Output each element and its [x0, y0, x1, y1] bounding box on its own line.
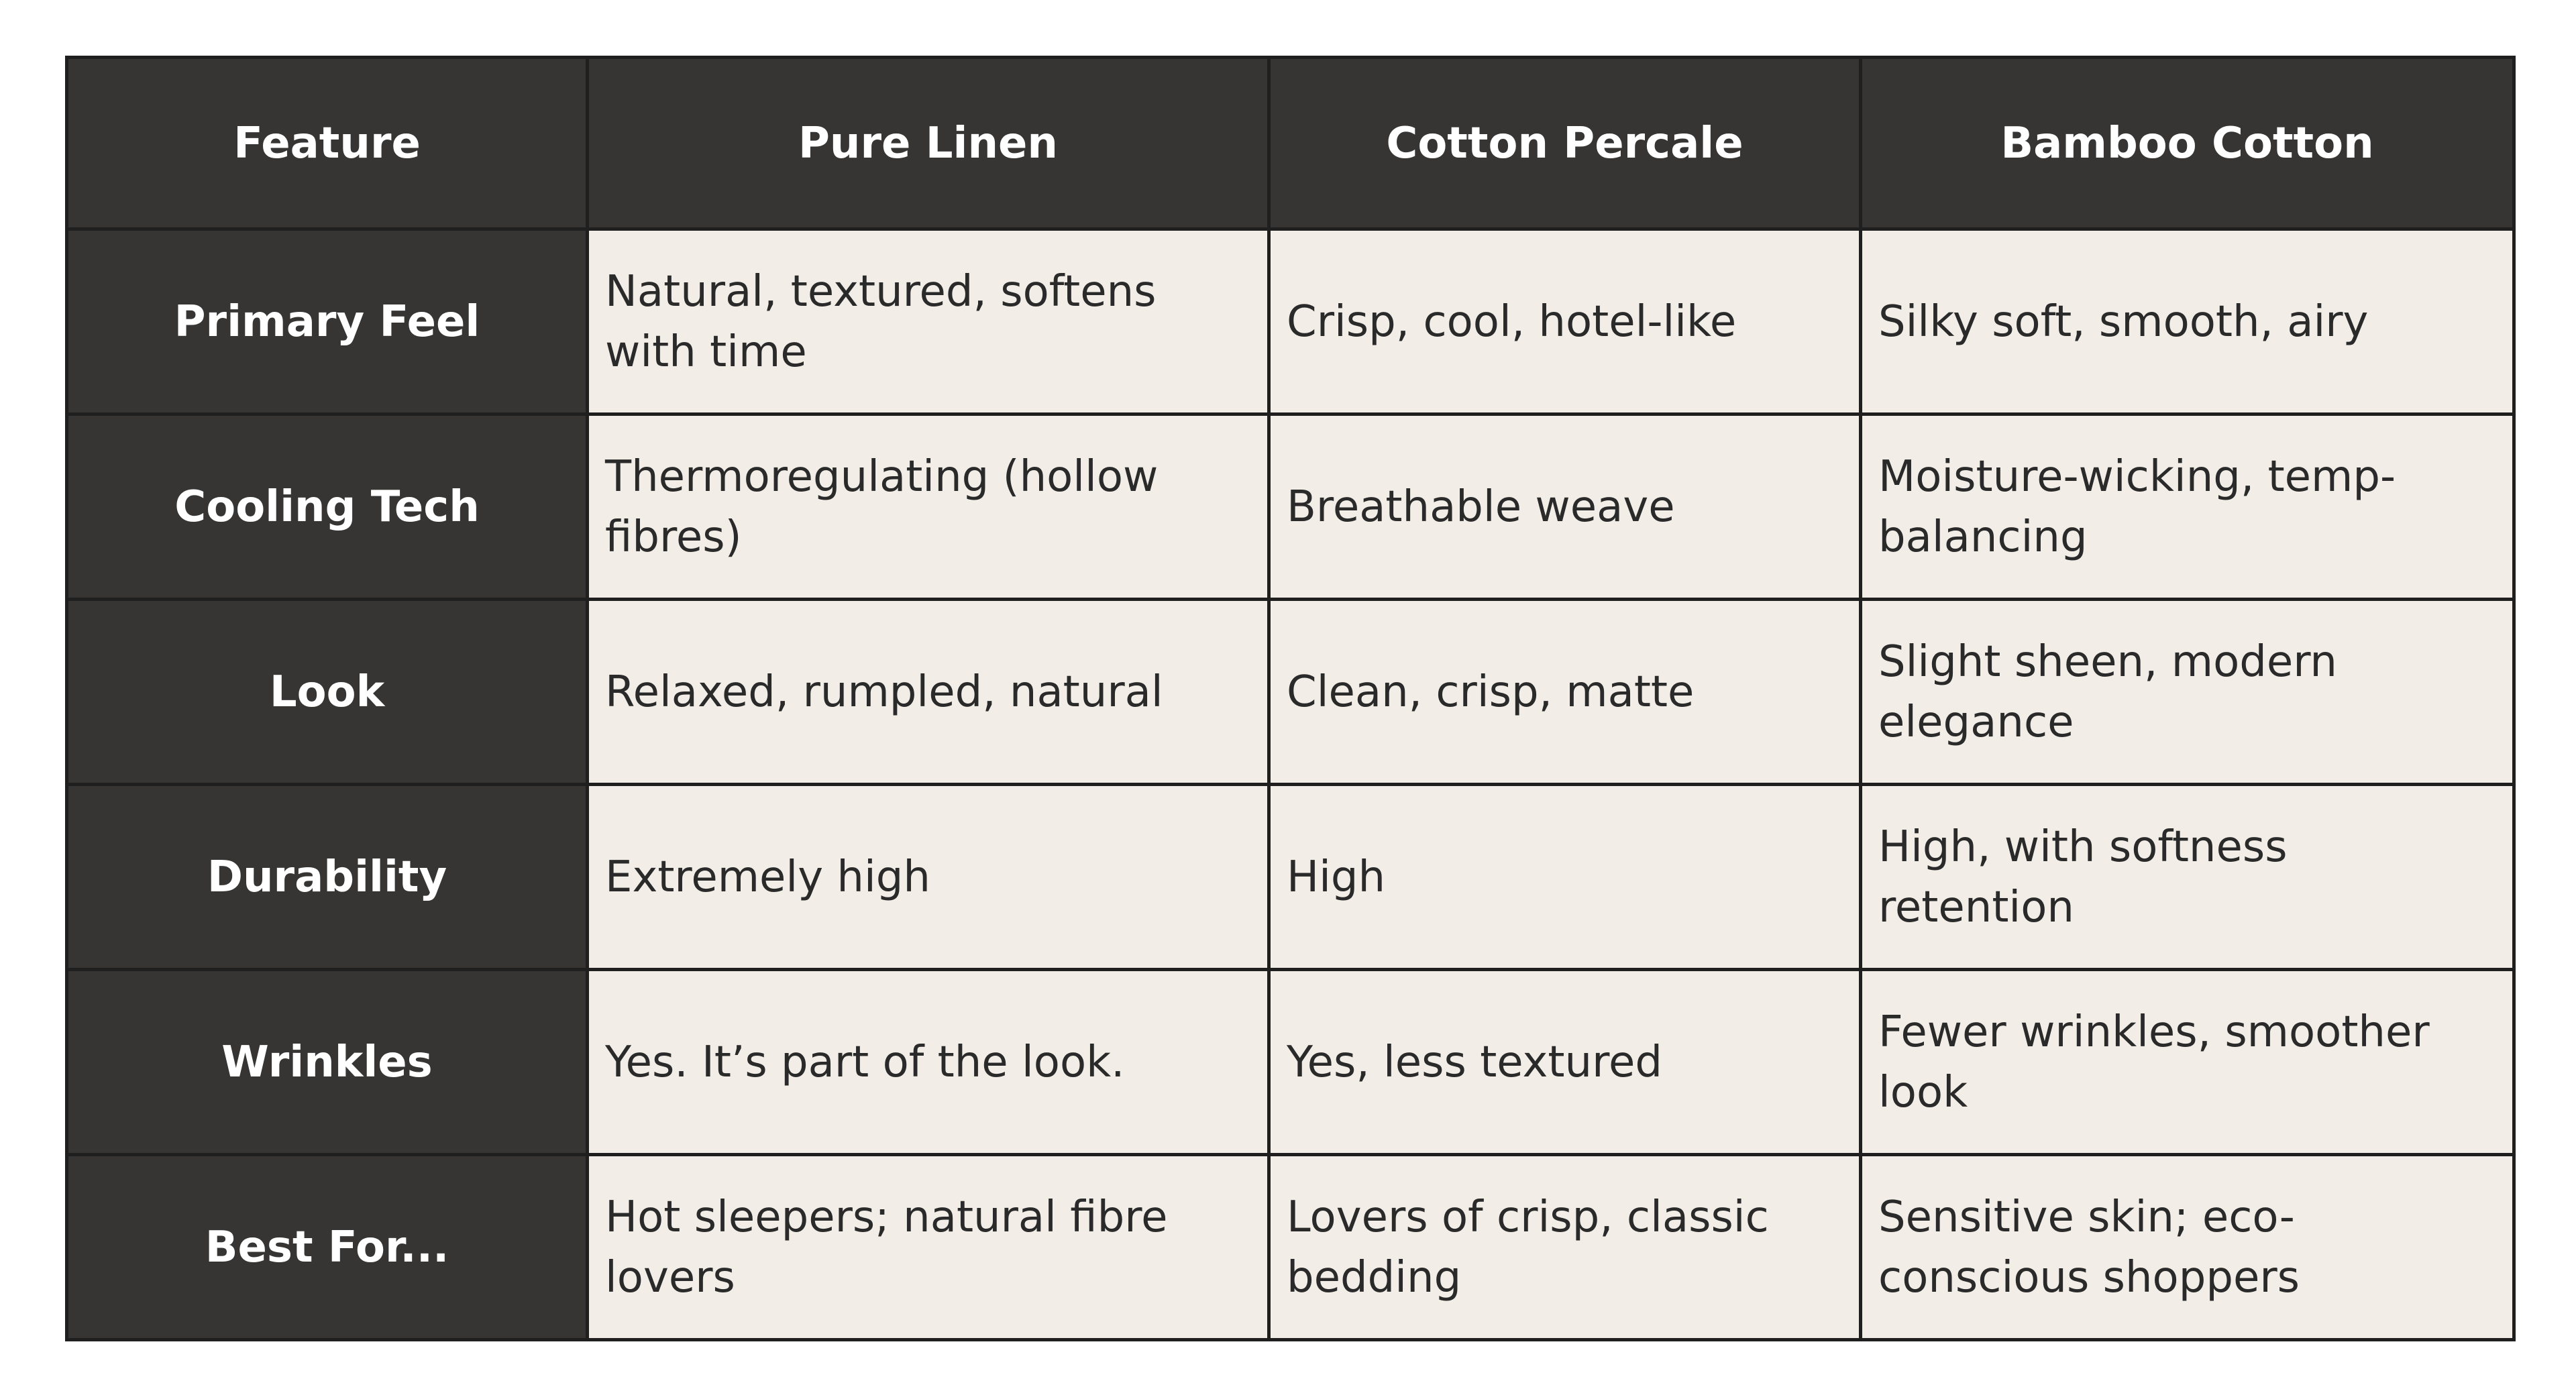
- table-cell: Hot sleepers; natural fibre lovers: [588, 1155, 1269, 1340]
- table-cell: Yes, less textured: [1269, 970, 1861, 1155]
- table-cell: Fewer wrinkles, smoother look: [1861, 970, 2514, 1155]
- table-cell: Silky soft, smooth, airy: [1861, 229, 2514, 414]
- table-cell: High, with softness retention: [1861, 785, 2514, 970]
- table-row: [67, 785, 2514, 970]
- column-header-pure-linen: Pure Linen: [588, 58, 1269, 229]
- table-cell: Breathable weave: [1269, 414, 1861, 600]
- table-cell: Clean, crisp, matte: [1269, 600, 1861, 785]
- comparison-table: [65, 56, 2516, 1341]
- column-header-cotton-percale: Cotton Percale: [1269, 58, 1861, 229]
- column-header-bamboo-cotton: Bamboo Cotton: [1861, 58, 2514, 229]
- table-row: [67, 229, 2514, 414]
- table-header-row: [67, 58, 2514, 229]
- table-row: [67, 600, 2514, 785]
- table-cell: Crisp, cool, hotel-like: [1269, 229, 1861, 414]
- table-cell: Lovers of crisp, classic bedding: [1269, 1155, 1861, 1340]
- table-cell: Yes. It’s part of the look.: [588, 970, 1269, 1155]
- row-header-look: Look: [67, 600, 588, 785]
- table-row: [67, 970, 2514, 1155]
- table-cell: Slight sheen, modern elegance: [1861, 600, 2514, 785]
- table-cell: Thermoregulating (hollow fibres): [588, 414, 1269, 600]
- table-cell: Relaxed, rumpled, natural: [588, 600, 1269, 785]
- table-row: [67, 414, 2514, 600]
- row-header-best-for: Best For...: [67, 1155, 588, 1340]
- comparison-table-container: [65, 56, 2512, 1337]
- row-header-cooling-tech: Cooling Tech: [67, 414, 588, 600]
- table-cell: Moisture-wicking, temp-balancing: [1861, 414, 2514, 600]
- column-header-feature: Feature: [67, 58, 588, 229]
- table-row: [67, 1155, 2514, 1340]
- table-cell: Natural, textured, softens with time: [588, 229, 1269, 414]
- row-header-durability: Durability: [67, 785, 588, 970]
- row-header-wrinkles: Wrinkles: [67, 970, 588, 1155]
- table-cell: Extremely high: [588, 785, 1269, 970]
- table-cell: Sensitive skin; eco-conscious shoppers: [1861, 1155, 2514, 1340]
- row-header-primary-feel: Primary Feel: [67, 229, 588, 414]
- table-cell: High: [1269, 785, 1861, 970]
